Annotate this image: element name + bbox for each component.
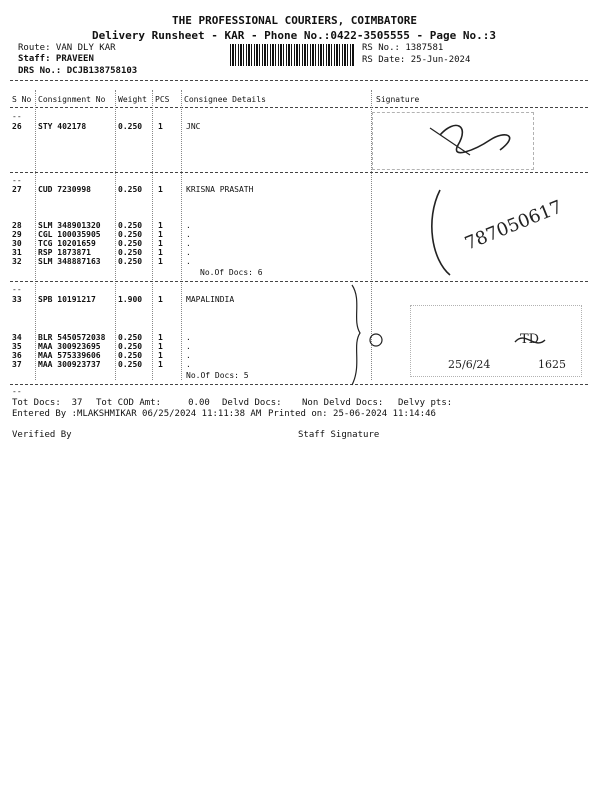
row-consignment: MAA 575339606 bbox=[38, 351, 101, 360]
handwritten-date: 25/6/24 bbox=[448, 358, 491, 371]
row-weight: 0.250 bbox=[118, 257, 143, 266]
row-sno: 35 bbox=[12, 342, 22, 351]
row-pcs: 1 bbox=[158, 221, 163, 230]
row-consignment: STY 402178 bbox=[38, 122, 87, 131]
handwritten-initials: TD bbox=[520, 332, 540, 347]
col-consignment: Consignment No bbox=[38, 95, 106, 104]
group-total-docs: No.Of Docs: 5 bbox=[186, 371, 249, 380]
row-weight: 0.250 bbox=[118, 248, 143, 257]
row-pcs: 1 bbox=[158, 257, 163, 266]
row-pcs: 1 bbox=[158, 295, 163, 304]
row-sno: 33 bbox=[12, 295, 22, 304]
row-pcs: 1 bbox=[158, 248, 163, 257]
row-pcs: 1 bbox=[158, 239, 163, 248]
row-details: . bbox=[186, 248, 191, 257]
row-sno: 34 bbox=[12, 333, 22, 342]
row-pcs: 1 bbox=[158, 185, 163, 194]
row-consignment: SPB 10191217 bbox=[38, 295, 96, 304]
row-pcs: 1 bbox=[158, 342, 163, 351]
row-sno: 36 bbox=[12, 351, 22, 360]
group-total-docs: No.Of Docs: 6 bbox=[200, 268, 263, 277]
row-consignment: BLR 5450572038 bbox=[38, 333, 106, 342]
col-pcs: PCS bbox=[155, 95, 170, 104]
group-dashes: -- bbox=[12, 176, 22, 185]
row-consignment: CGL 100035905 bbox=[38, 230, 101, 239]
runsheet-title: Delivery Runsheet - KAR - Phone No.:0422-3505555 - Page No.:3 bbox=[92, 29, 496, 42]
row-pcs: 1 bbox=[158, 360, 163, 369]
row-weight: 0.250 bbox=[118, 360, 143, 369]
row-pcs: 1 bbox=[158, 333, 163, 342]
col-signature: Signature bbox=[376, 95, 420, 104]
row-consignment: CUD 7230998 bbox=[38, 185, 91, 194]
row-sno: 26 bbox=[12, 122, 22, 131]
row-consignment: SLM 348887163 bbox=[38, 257, 101, 266]
printed-on: Printed on: 25-06-2024 11:14:46 bbox=[268, 409, 436, 419]
row-sno: 27 bbox=[12, 185, 22, 194]
row-pcs: 1 bbox=[158, 351, 163, 360]
row-sno: 37 bbox=[12, 360, 22, 369]
row-details: MAPALINDIA bbox=[186, 295, 235, 304]
row-details: . bbox=[186, 360, 191, 369]
drs-number: DRS No.: DCJB138758103 bbox=[18, 66, 138, 76]
row-weight: 0.250 bbox=[118, 221, 143, 230]
total-cod: Tot COD Amt: 0.00 bbox=[96, 398, 210, 408]
group-dashes: -- bbox=[12, 112, 22, 121]
rs-number: RS No.: 1387581 bbox=[362, 43, 444, 53]
entered-by: Entered By :MLAKSHMIKAR 06/25/2024 11:11:38 AM bbox=[12, 409, 262, 419]
row-weight: 0.250 bbox=[118, 122, 143, 131]
row-consignment: MAA 300923737 bbox=[38, 360, 101, 369]
row-weight: 1.900 bbox=[118, 295, 143, 304]
route-label: Route: VAN DLY KAR bbox=[18, 43, 116, 53]
handwritten-time: 1625 bbox=[538, 358, 566, 371]
row-weight: 0.250 bbox=[118, 351, 143, 360]
group-dashes: -- bbox=[12, 285, 22, 294]
col-sno: S No bbox=[12, 95, 32, 104]
company-name: THE PROFESSIONAL COURIERS, COIMBATORE bbox=[172, 14, 418, 27]
row-consignment: RSP 1873871 bbox=[38, 248, 91, 257]
row-sno: 32 bbox=[12, 257, 22, 266]
row-details: . bbox=[186, 221, 191, 230]
row-details: . bbox=[186, 230, 191, 239]
staff-signature-label: Staff Signature bbox=[298, 430, 380, 440]
verified-by: Verified By bbox=[12, 430, 72, 440]
col-weight: Weight bbox=[118, 95, 147, 104]
row-sno: 28 bbox=[12, 221, 22, 230]
row-pcs: 1 bbox=[158, 122, 163, 131]
row-sno: 30 bbox=[12, 239, 22, 248]
row-weight: 0.250 bbox=[118, 239, 143, 248]
non-delivered-docs: Non Delvd Docs: bbox=[302, 398, 384, 408]
row-details: . bbox=[186, 333, 191, 342]
row-details: KRISNA PRASATH bbox=[186, 185, 254, 194]
row-sno: 31 bbox=[12, 248, 22, 257]
delivered-docs: Delvd Docs: bbox=[222, 398, 282, 408]
row-details: . bbox=[186, 239, 191, 248]
row-weight: 0.250 bbox=[118, 342, 143, 351]
col-consignee: Consignee Details bbox=[184, 95, 266, 104]
delivery-points: Delvy pts: bbox=[398, 398, 453, 408]
rs-date: RS Date: 25-Jun-2024 bbox=[362, 55, 471, 65]
row-weight: 0.250 bbox=[118, 185, 143, 194]
row-consignment: TCG 10201659 bbox=[38, 239, 96, 248]
row-details: . bbox=[186, 351, 191, 360]
row-consignment: MAA 300923695 bbox=[38, 342, 101, 351]
total-docs: Tot Docs: 37 bbox=[12, 398, 83, 408]
group-dashes: -- bbox=[12, 387, 22, 396]
row-sno: 29 bbox=[12, 230, 22, 239]
row-weight: 0.250 bbox=[118, 230, 143, 239]
staff-label: Staff: PRAVEEN bbox=[18, 54, 94, 64]
row-weight: 0.250 bbox=[118, 333, 143, 342]
row-details: . bbox=[186, 257, 191, 266]
row-details: JNC bbox=[186, 122, 201, 131]
handwritten-number: 787050617 bbox=[461, 196, 566, 255]
row-pcs: 1 bbox=[158, 230, 163, 239]
row-details: . bbox=[186, 342, 191, 351]
row-consignment: SLM 348901320 bbox=[38, 221, 101, 230]
